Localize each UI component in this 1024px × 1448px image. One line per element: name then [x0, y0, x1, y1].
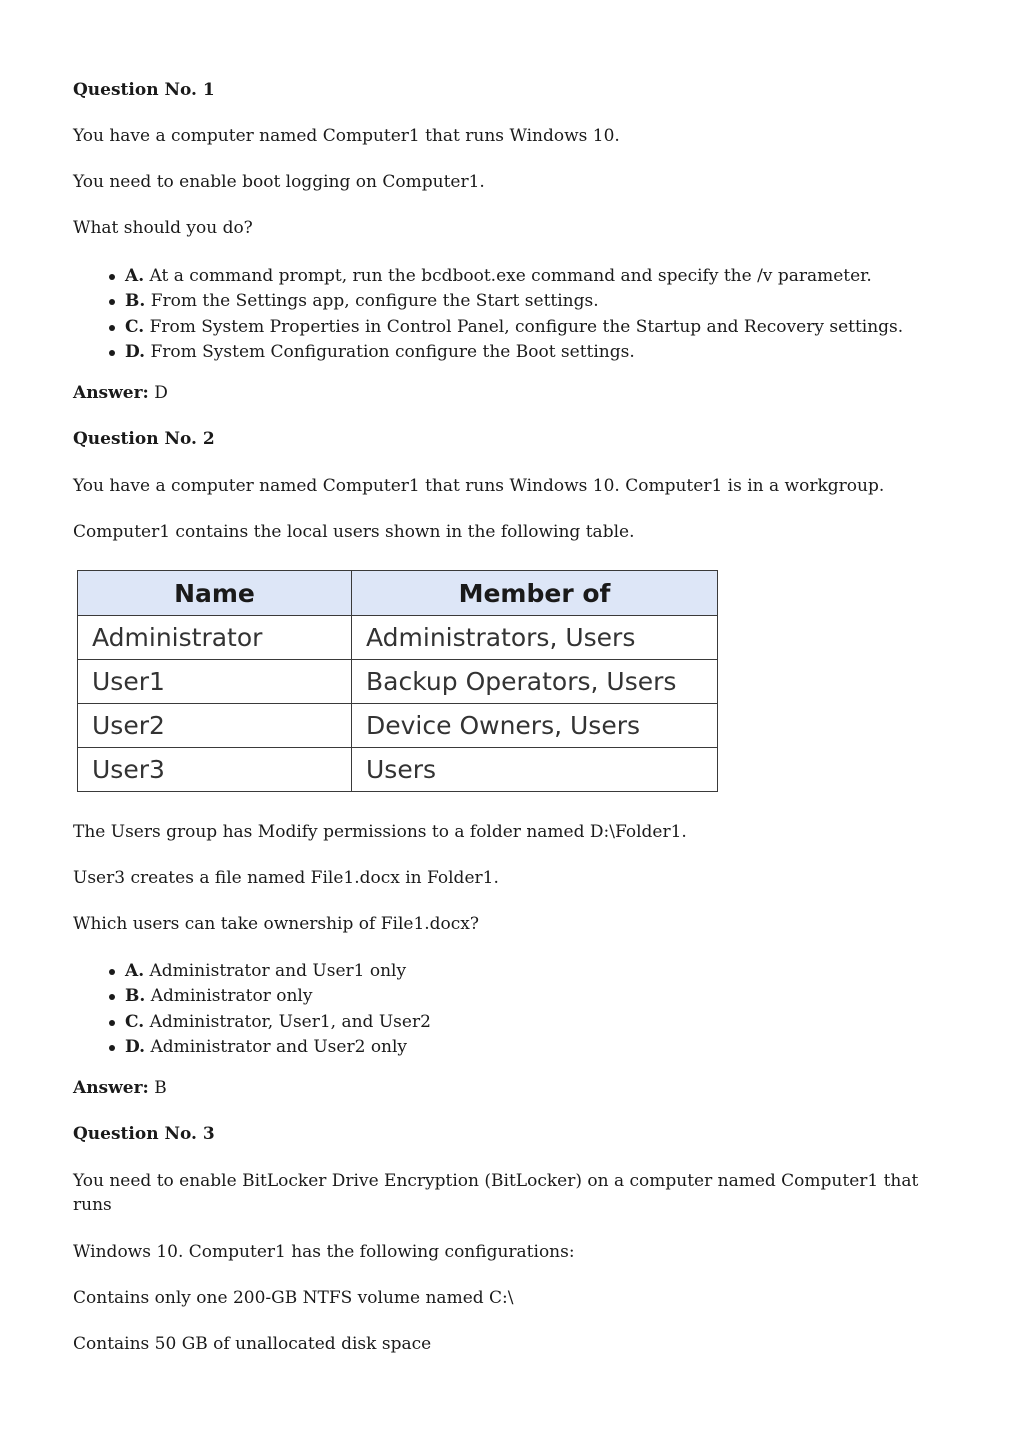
question-title: Question No. 1 [73, 80, 215, 100]
option-letter: D. [125, 341, 146, 362]
question-3-line-1: You need to enable BitLocker Drive Encryption (BitLocker) on a computer named Computer1 that runs [73, 1171, 919, 1215]
question-3-line-4: Contains 50 GB of unallocated disk space [73, 1334, 432, 1354]
table-row [78, 748, 718, 792]
table-cell: Backup Operators, Users [352, 660, 718, 704]
option-letter: B. [125, 986, 146, 1007]
table-cell: Administrator [78, 616, 352, 660]
users-table [77, 570, 718, 792]
question-2-line-1: You have a computer named Computer1 that runs Windows 10. Computer1 is in a workgroup. [73, 476, 885, 496]
question-1-line-3: What should you do? [73, 218, 253, 238]
question-1-line-2: You need to enable boot logging on Computer1. [73, 172, 485, 192]
answer-label: Answer: [73, 1078, 149, 1098]
question-2-options [73, 959, 953, 1060]
question-2-line-4: User3 creates a file named File1.docx in Folder1. [73, 868, 499, 888]
table-header-row [78, 571, 718, 616]
option-letter: C. [125, 316, 145, 337]
table-cell: User1 [78, 660, 352, 704]
option-letter: D. [125, 1036, 146, 1057]
answer-label: Answer: [73, 383, 149, 403]
question-2-answer [73, 1076, 953, 1100]
option-d [125, 340, 953, 365]
option-c [125, 1010, 953, 1035]
answer-value: B [154, 1078, 167, 1098]
question-3-line-2: Windows 10. Computer1 has the following configurations: [73, 1242, 575, 1262]
option-text: At a command prompt, run the bcdboot.exe command and specify the /v parameter. [149, 266, 872, 286]
option-c [125, 315, 953, 340]
question-2-line-2: Computer1 contains the local users shown in the following table. [73, 522, 635, 542]
table-cell: Administrators, Users [352, 616, 718, 660]
option-a [125, 959, 953, 984]
question-3-line-3: Contains only one 200-GB NTFS volume named C:\ [73, 1288, 514, 1308]
option-text: Administrator and User1 only [149, 961, 407, 981]
question-1-answer [73, 381, 953, 405]
question-2-line-3: The Users group has Modify permissions to a folder named D:\Folder1. [73, 822, 687, 842]
question-1-options [73, 264, 953, 365]
answer-value: D [154, 383, 168, 403]
option-text: Administrator and User2 only [150, 1036, 408, 1057]
column-header-name: Name [78, 571, 352, 616]
table-cell: Device Owners, Users [352, 704, 718, 748]
table-cell: Users [352, 748, 718, 792]
option-letter: C. [125, 1011, 145, 1032]
question-2-line-5: Which users can take ownership of File1.docx? [73, 914, 479, 934]
question-1-title [73, 78, 953, 102]
option-text: Administrator only [150, 986, 313, 1007]
option-b [125, 289, 953, 314]
option-text: From the Settings app, configure the Start settings. [150, 291, 599, 312]
option-a [125, 264, 953, 289]
option-letter: A. [125, 266, 145, 286]
column-header-member-of: Member of [352, 571, 718, 616]
question-3-title: Question No. 3 [73, 1124, 215, 1144]
question-2-title: Question No. 2 [73, 429, 215, 449]
table-cell: User2 [78, 704, 352, 748]
option-text: From System Properties in Control Panel, configure the Startup and Recovery settings. [149, 316, 904, 337]
option-b [125, 984, 953, 1009]
table-cell: User3 [78, 748, 352, 792]
option-letter: A. [125, 961, 145, 981]
question-1-line-1: You have a computer named Computer1 that runs Windows 10. [73, 126, 620, 146]
option-d [125, 1035, 953, 1060]
option-text: Administrator, User1, and User2 [149, 1011, 431, 1032]
table-row [78, 704, 718, 748]
table-row [78, 660, 718, 704]
option-text: From System Configuration configure the Boot settings. [150, 341, 635, 362]
table-row [78, 616, 718, 660]
option-letter: B. [125, 291, 146, 312]
